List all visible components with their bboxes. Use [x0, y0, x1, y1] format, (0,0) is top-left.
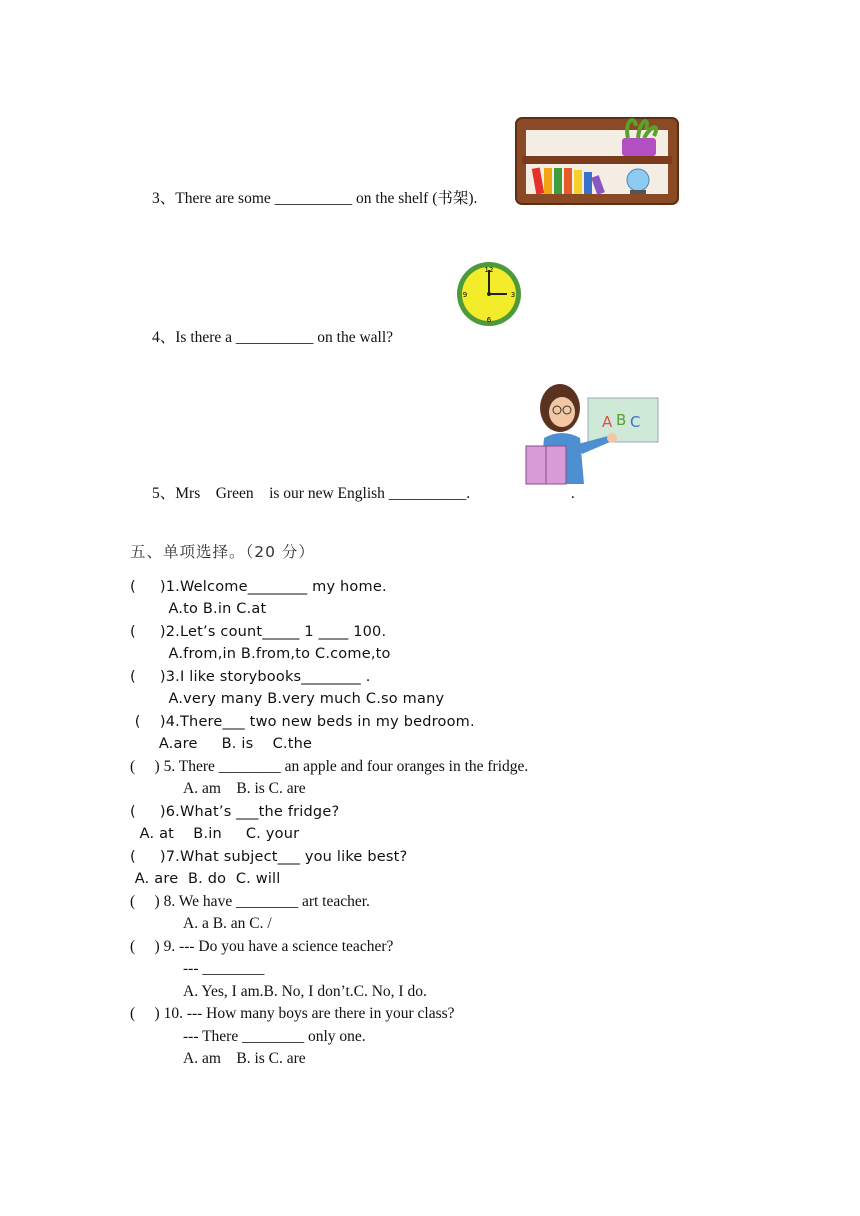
mc-options-7: A. are B. do C. will	[130, 871, 281, 887]
mc-answer-blank-9: --- ________	[183, 960, 265, 977]
mc-options-2: A.from,in B.from,to C.come,to	[130, 646, 391, 662]
mc-question-3: ( )3.I like storybooks________ .	[130, 669, 371, 685]
mc-options-5: A. am B. is C. are	[183, 780, 306, 797]
clock-number-12: 12	[484, 266, 494, 274]
board-letter-b: B	[616, 411, 627, 429]
mc-question-2: ( )2.Let’s count_____ 1 ____ 100.	[130, 624, 387, 640]
clock-illustration	[455, 256, 523, 328]
mc-options-8: A. a B. an C. /	[183, 915, 272, 932]
mc-options-3: A.very many B.very much C.so many	[130, 691, 445, 707]
clock-number-3: 3	[510, 291, 516, 299]
mc-answer-blank-10: --- There ________ only one.	[183, 1028, 366, 1045]
mc-options-6: A. at B.in C. your	[130, 826, 300, 842]
mc-question-5: ( ) 5. There ________ an apple and four oranges in the fridge.	[130, 758, 529, 775]
question-5: 5、Mrs Green is our new English __________. .	[152, 485, 575, 502]
board-letter-a: A	[602, 413, 613, 431]
section-5-heading: 五、单项选择。（20 分）	[130, 543, 315, 561]
mc-question-7: ( )7.What subject___ you like best?	[130, 849, 408, 865]
clock-number-9: 9	[462, 291, 468, 299]
question-3: 3、There are some __________ on the shelf (书架).	[152, 190, 478, 207]
clock-number-6: 6	[486, 316, 492, 324]
bookshelf-illustration	[514, 110, 680, 206]
mc-question-9: ( ) 9. --- Do you have a science teacher?	[130, 938, 394, 955]
board-letter-c: C	[630, 413, 641, 431]
mc-options-9: A. Yes, I am.B. No, I don’t.C. No, I do.	[183, 983, 427, 1000]
mc-question-10: ( ) 10. --- How many boys are there in your class?	[130, 1005, 455, 1022]
mc-options-4: A.are B. is C.the	[130, 736, 313, 752]
mc-question-4: ( )4.There___ two new beds in my bedroom.	[130, 714, 475, 730]
question-4: 4、Is there a __________ on the wall?	[152, 329, 394, 346]
teacher-illustration	[522, 380, 662, 490]
mc-question-6: ( )6.What’s ___the fridge?	[130, 804, 340, 820]
mc-question-1: ( )1.Welcome________ my home.	[130, 579, 387, 595]
mc-options-10: A. am B. is C. are	[183, 1050, 306, 1067]
mc-question-8: ( ) 8. We have ________ art teacher.	[130, 893, 370, 910]
mc-options-1: A.to B.in C.at	[130, 601, 267, 617]
